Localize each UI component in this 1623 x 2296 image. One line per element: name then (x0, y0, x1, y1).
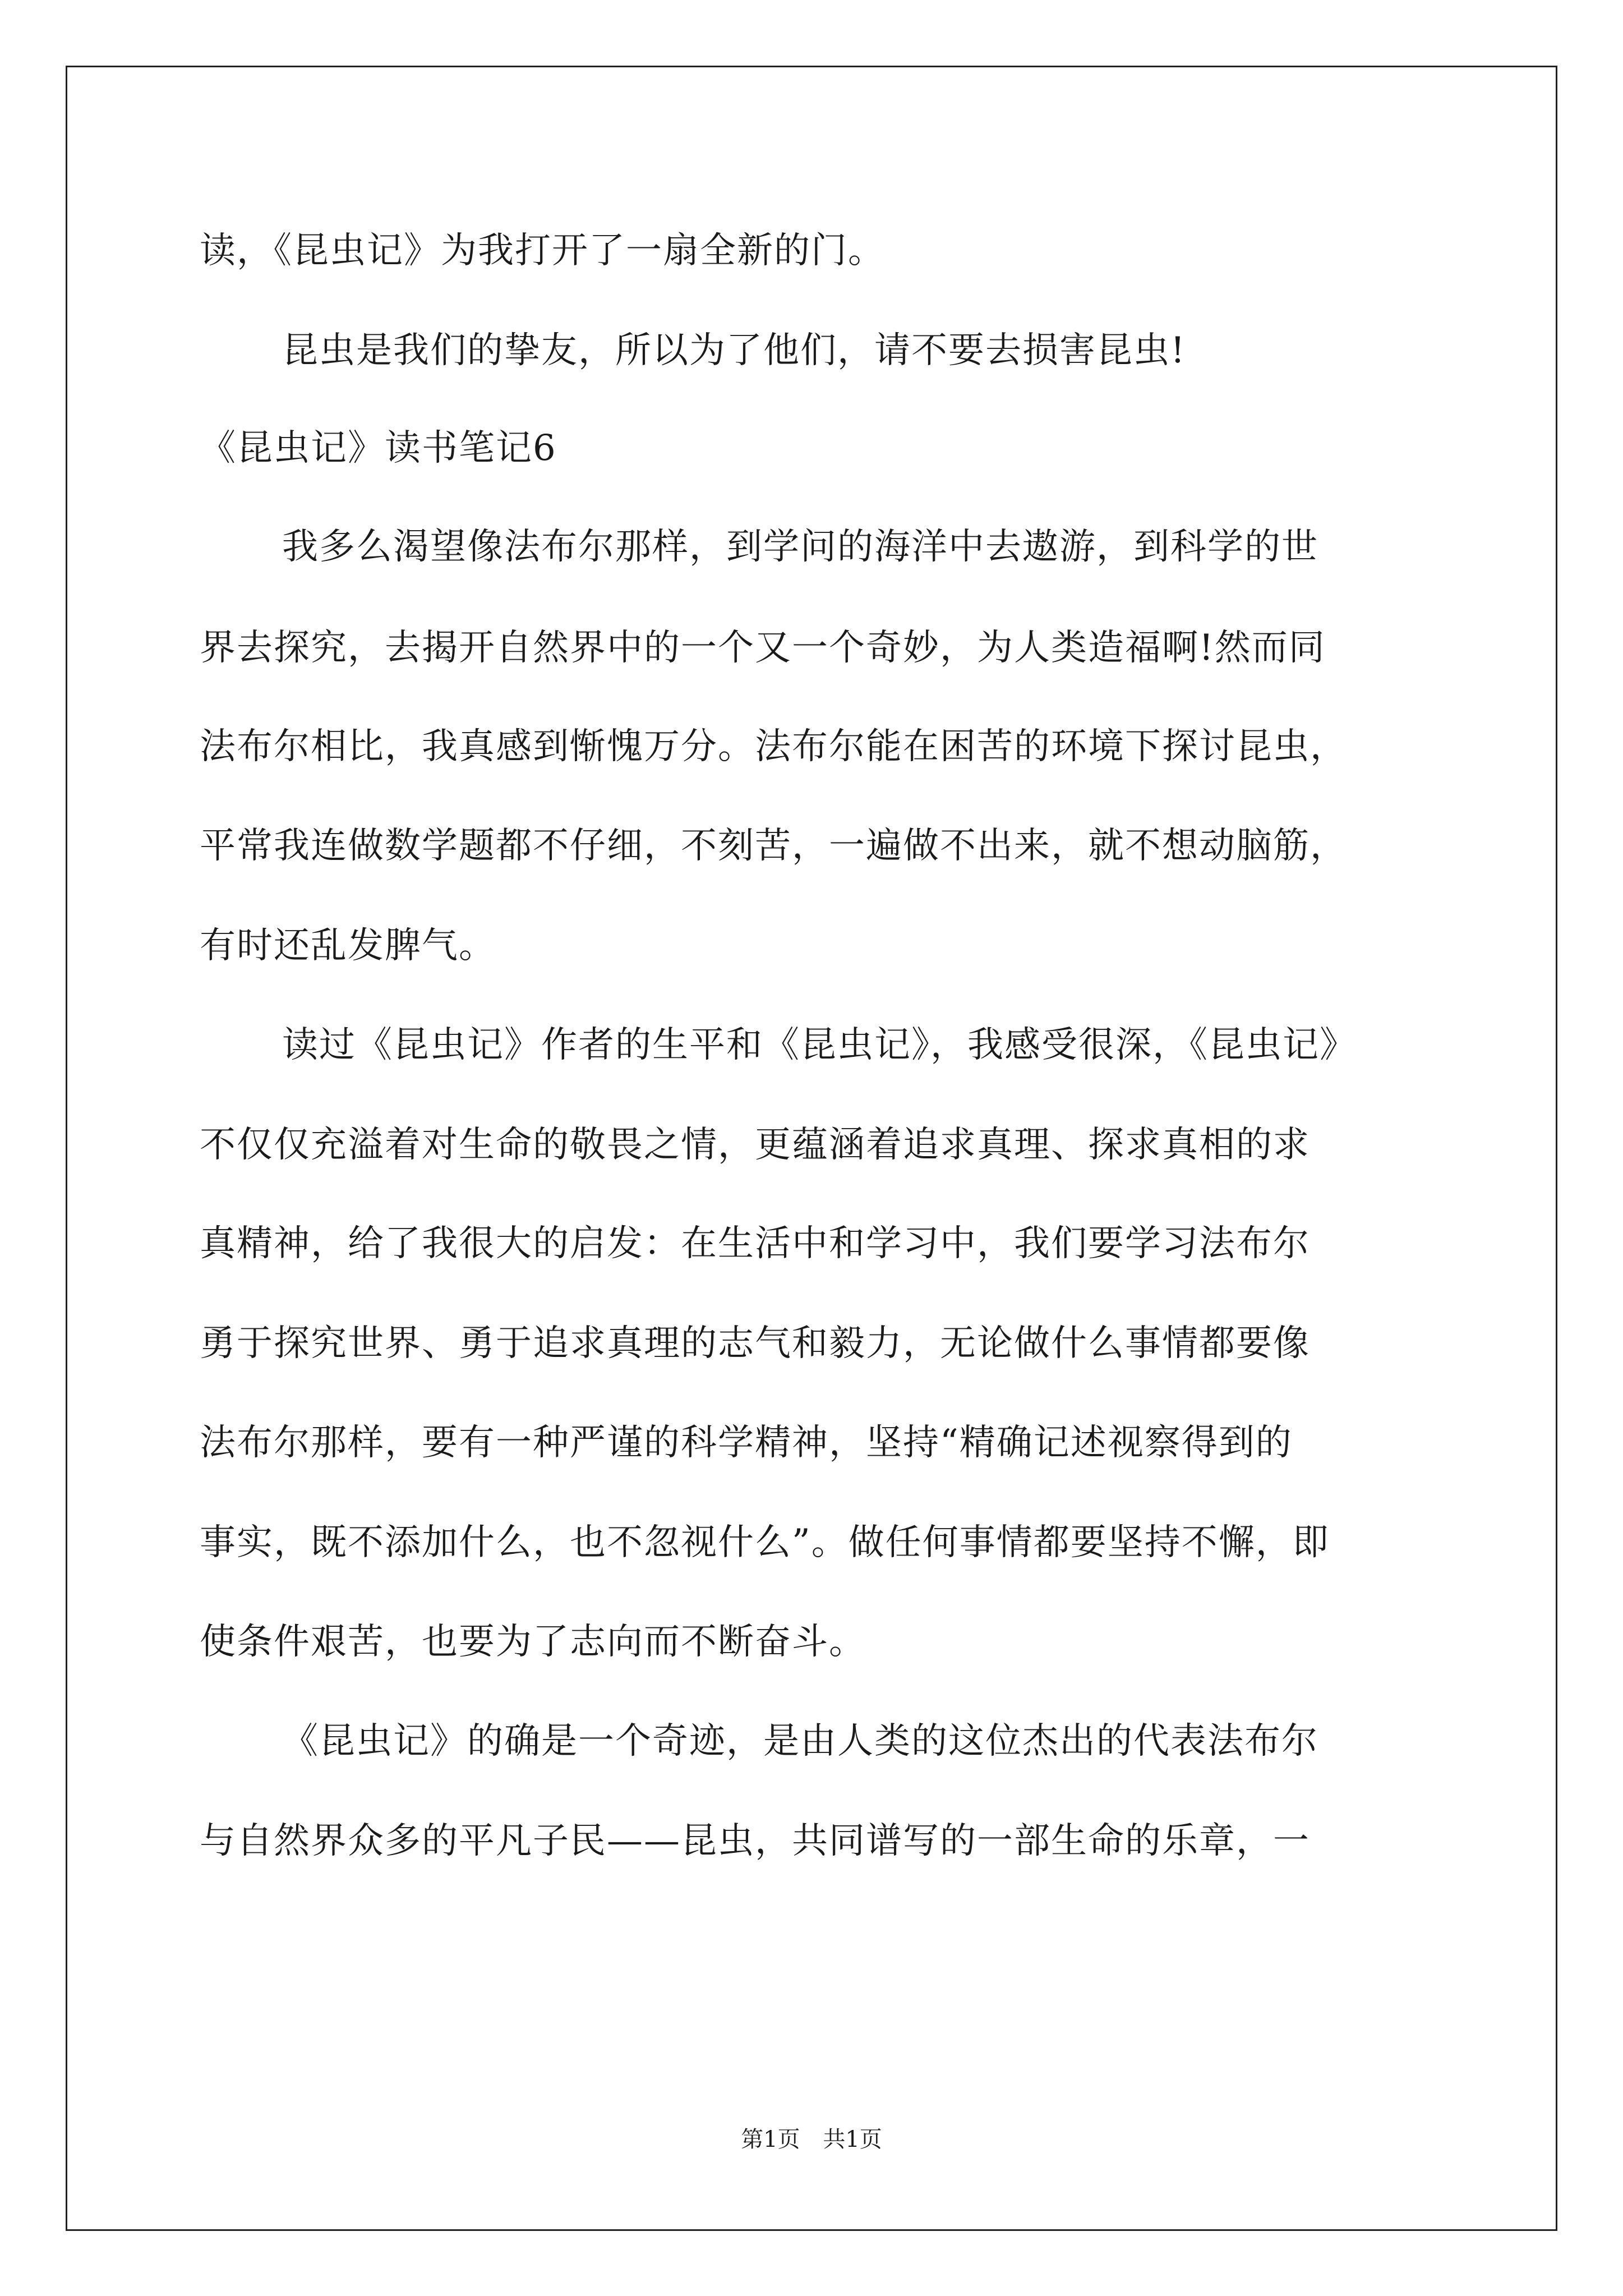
paragraph-line: 勇于探究世界、勇于追求真理的志气和毅力，无论做什么事情都要像 (200, 1323, 1310, 1364)
paragraph-line: 读过《昆虫记》作者的生平和《昆虫记》，我感受很深，《昆虫记》 (282, 1024, 1357, 1066)
page-footer (0, 2124, 1623, 2155)
section-heading: 《昆虫记》读书笔记6 (200, 427, 557, 469)
paragraph-line: 法布尔那样，要有一种严谨的科学精神，坚持“精确记述视察得到的 (200, 1422, 1293, 1464)
paragraph-line: 《昆虫记》的确是一个奇迹，是由人类的这位杰出的代表法布尔 (282, 1720, 1318, 1762)
paragraph-line: 与自然界众多的平凡子民——昆虫，共同谱写的一部生命的乐章，一 (200, 1820, 1310, 1862)
page-total: 共1页 (823, 2127, 882, 2152)
paragraph-line: 读，《昆虫记》为我打开了一扇全新的门。 (200, 230, 885, 272)
paragraph-line: 平常我连做数学题都不仔细，不刻苦，一遍做不出来，就不想动脑筋， (200, 825, 1347, 867)
paragraph-line: 我多么渴望像法布尔那样，到学问的海洋中去遨游，到科学的世 (282, 526, 1318, 568)
paragraph-line: 事实，既不添加什么，也不忽视什么”。做任何事情都要坚持不懈，即 (200, 1522, 1330, 1563)
paragraph-line: 真精神，给了我很大的启发：在生活中和学习中，我们要学习法布尔 (200, 1223, 1310, 1264)
paragraph-line: 界去探究，去揭开自然界中的一个又一个奇妙，为人类造福啊!然而同 (200, 627, 1326, 669)
page-number: 第1页 (741, 2127, 800, 2152)
paragraph-line: 使条件艰苦，也要为了志向而不断奋斗。 (200, 1621, 866, 1663)
paragraph-line: 不仅仅充溢着对生命的敬畏之情，更蕴涵着追求真理、探求真相的求 (200, 1124, 1310, 1166)
paragraph-line: 昆虫是我们的挚友，所以为了他们，请不要去损害昆虫! (282, 330, 1186, 371)
paragraph-line: 有时还乱发脾气。 (200, 925, 496, 967)
paragraph-line: 法布尔相比，我真感到惭愧万分。法布尔能在困苦的环境下探讨昆虫， (200, 726, 1347, 767)
